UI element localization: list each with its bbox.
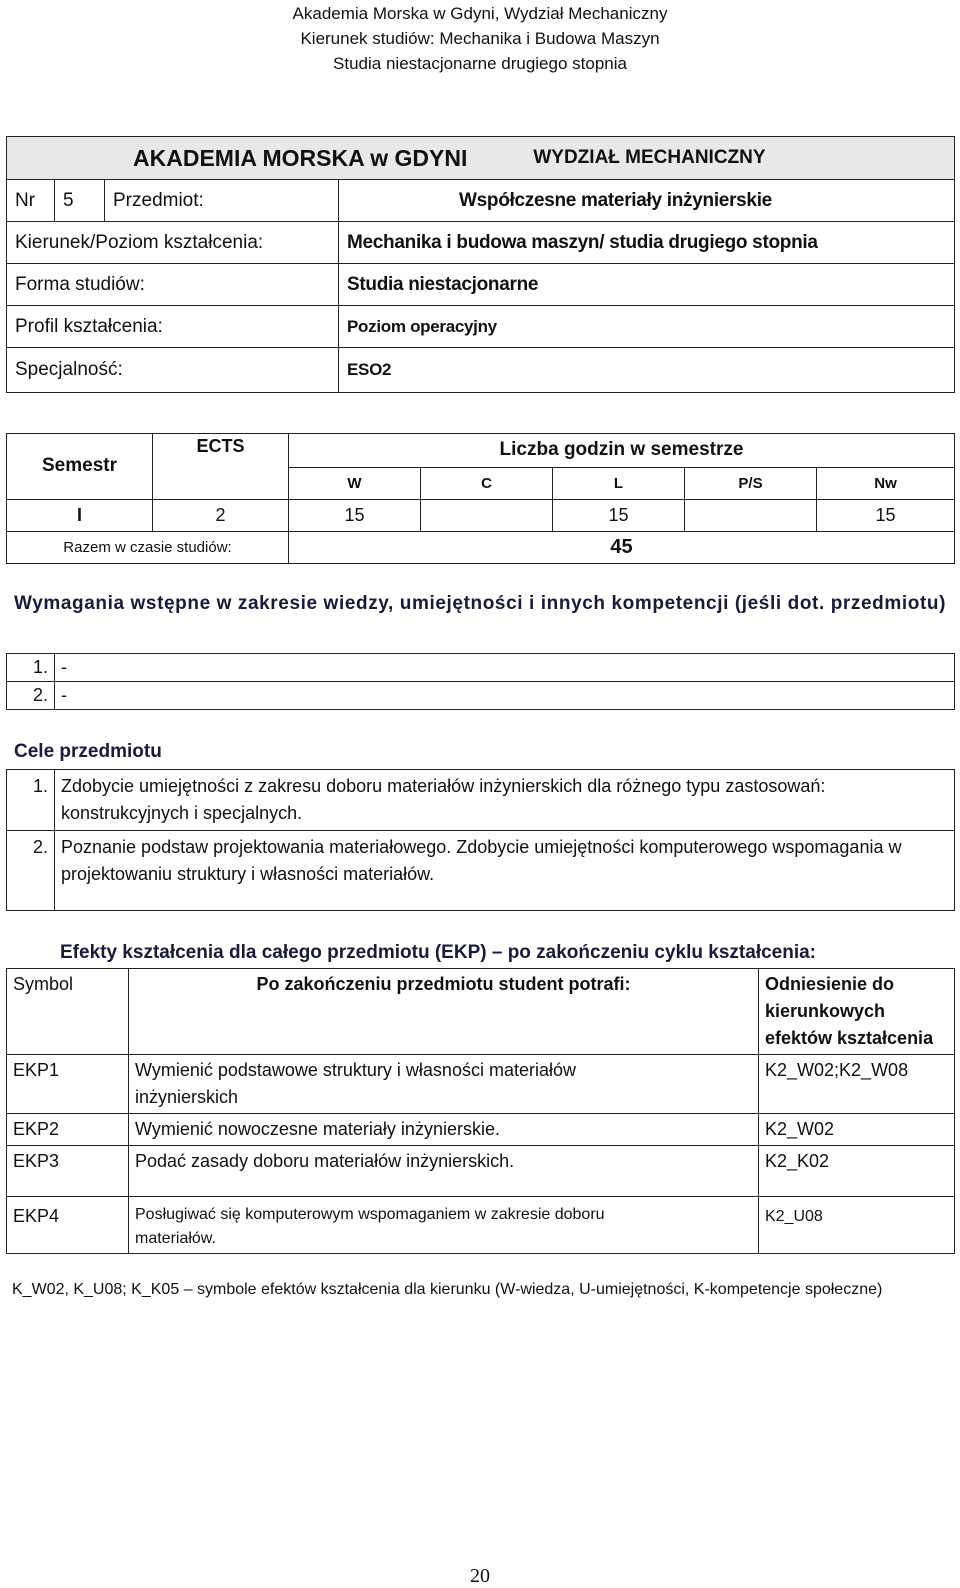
row-ects: 2 [153, 499, 289, 531]
ekp-symbol-3: EKP3 [7, 1146, 129, 1197]
course-info-table [6, 136, 955, 393]
akademia-title: AKADEMIA MORSKA w GDYNI [133, 144, 468, 171]
ekp-symbol-1: EKP1 [7, 1055, 129, 1114]
ekp-ref-2: K2_W02 [759, 1114, 955, 1146]
row-c [421, 499, 553, 531]
footnote: K_W02, K_U08; K_K05 – symbole efektów kształcenia dla kierunku (W-wiedza, U-umiejętności, K-kompetencje społeczne) [12, 1281, 883, 1298]
header-line-2: Kierunek studiów: Mechanika i Budowa Maszyn [300, 29, 660, 48]
profil-label: Profil kształcenia: [7, 306, 339, 348]
forma-value: Studia niestacjonarne [339, 264, 955, 306]
col-desc: Po zakończeniu przedmiotu student potrafi: [129, 969, 759, 1055]
ekp-title: Efekty kształcenia dla całego przedmiotu (EKP) – po zakończeniu cyklu kształcenia: [60, 942, 817, 963]
goals-title: Cele przedmiotu [14, 741, 162, 762]
goals-table [6, 769, 955, 911]
prereq-text-2: - [55, 682, 955, 710]
ekp-desc-3: Podać zasady doboru materiałów inżynierskich. [129, 1146, 759, 1197]
ekp-desc-2: Wymienić nowoczesne materiały inżynierskie. [129, 1114, 759, 1146]
ects-label: ECTS [153, 434, 289, 468]
przedmiot-label: Przedmiot: [105, 180, 339, 222]
prereq-num-1: 1. [7, 654, 55, 682]
col-c: C [421, 467, 553, 499]
col-nw: Nw [817, 467, 955, 499]
header-line-3: Studia niestacjonarne drugiego stopnia [333, 54, 627, 73]
col-ps: P/S [685, 467, 817, 499]
col-l: L [553, 467, 685, 499]
forma-label: Forma studiów: [7, 264, 339, 306]
page-header [0, 0, 960, 76]
row-nw: 15 [817, 499, 955, 531]
semestr-label: Semestr [7, 434, 153, 500]
specjalnosc-value: ESO2 [339, 348, 955, 393]
ekp-ref-4: K2_U08 [759, 1197, 955, 1254]
prereq-num-2: 2. [7, 682, 55, 710]
semester-table [6, 433, 955, 564]
goal-text-1: Zdobycie umiejętności z zakresu doboru materiałów inżynierskich dla różnego typu zastosowań: konstrukcyjnych i specjalnych. [55, 770, 955, 831]
row-w: 15 [289, 499, 421, 531]
nr-value: 5 [55, 180, 105, 222]
goal-text-2: Poznanie podstaw projektowania materiałowego. Zdobycie umiejętności komputerowego wspomagania w projektowaniu struktury i własności materiałów. [55, 831, 955, 911]
ekp-table [6, 968, 955, 1254]
goal-num-2: 2. [7, 831, 55, 911]
ekp-symbol-4: EKP4 [7, 1197, 129, 1254]
ekp-desc-1: Wymienić podstawowe struktury i własności materiałów inżynierskich [129, 1055, 759, 1114]
kierunek-value: Mechanika i budowa maszyn/ studia drugiego stopnia [339, 222, 955, 264]
row-ps [685, 499, 817, 531]
profil-value: Poziom operacyjny [339, 306, 955, 348]
page-number: 20 [470, 1565, 490, 1587]
nr-label: Nr [7, 180, 55, 222]
col-symbol: Symbol [7, 969, 129, 1055]
wydzial-title: WYDZIAŁ MECHANICZNY [533, 147, 766, 168]
prereq-table [6, 653, 955, 710]
header-line-1: Akademia Morska w Gdyni, Wydział Mechaniczny [292, 4, 668, 23]
prereq-title: Wymagania wstępne w zakresie wiedzy, umiejętności i innych kompetencji (jeśli dot. przedmiotu) [14, 593, 947, 614]
ekp-symbol-2: EKP2 [7, 1114, 129, 1146]
goal-num-1: 1. [7, 770, 55, 831]
hours-label: Liczba godzin w semestrze [289, 434, 955, 468]
prereq-text-1: - [55, 654, 955, 682]
przedmiot-value: Współczesne materiały inżynierskie [339, 180, 955, 222]
specjalnosc-label: Specjalność: [7, 348, 339, 393]
row-semester: I [7, 499, 153, 531]
col-ref: Odniesienie do kierunkowych efektów kształcenia [759, 969, 955, 1055]
kierunek-label: Kierunek/Poziom kształcenia: [7, 222, 339, 264]
ekp-ref-3: K2_K02 [759, 1146, 955, 1197]
ekp-ref-1: K2_W02;K2_W08 [759, 1055, 955, 1114]
total-value: 45 [289, 531, 955, 563]
total-label: Razem w czasie studiów: [7, 531, 289, 563]
row-l: 15 [553, 499, 685, 531]
col-w: W [289, 467, 421, 499]
ekp-desc-4: Posługiwać się komputerowym wspomaganiem w zakresie doboru materiałów. [129, 1197, 759, 1254]
